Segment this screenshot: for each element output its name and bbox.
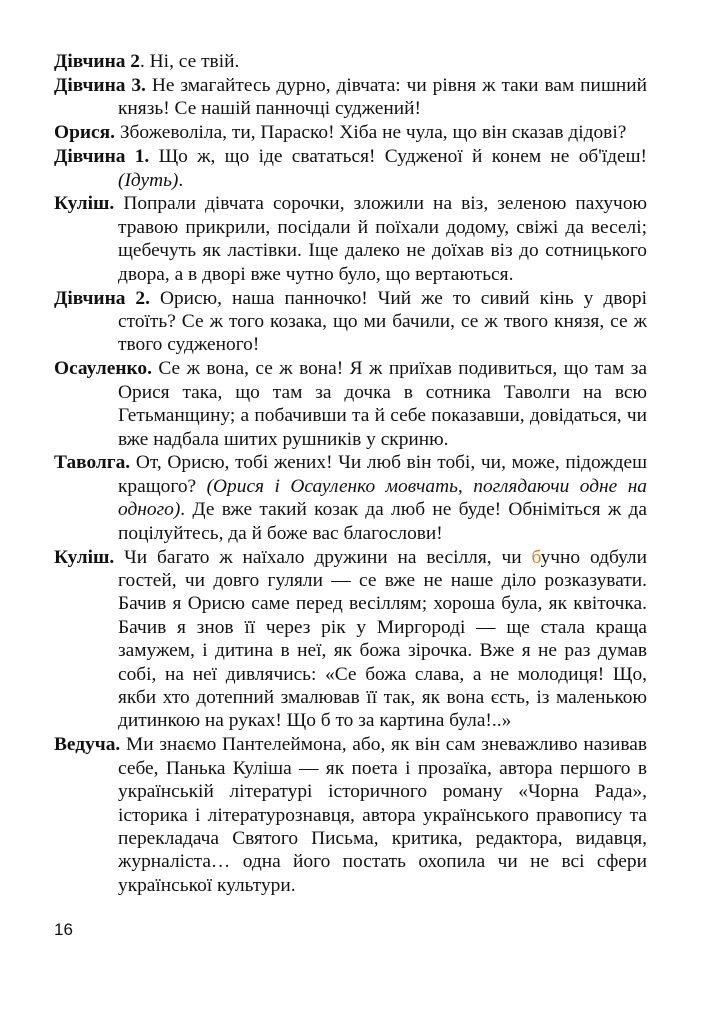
play-script — [54, 50, 647, 898]
speaker-name: Дівчина 2. — [54, 287, 150, 309]
speaker-name: Осауленко. — [54, 358, 152, 380]
dialogue-text: Чи багато ж наїхало дружини на весілля, чи — [114, 546, 532, 568]
dialogue-text: Орисю, наша панночко! Чий же то сивий кінь у дворі стоїть? Се ж того козака, що ми бачили, се ж твого князя, се ж твого судженого! — [118, 287, 648, 356]
dialogue-text: Попрали дівчата сорочки, зложили на віз, зеленою пахучою травою прикрили, посідали й поїхали додому, свіжі да веселі; щебечуть як ластівки. Іще далеко не доїхав віз до сотницького двора, а в дворі вже чутно було, що вертаються. — [114, 193, 647, 285]
highlighted-letter: б — [531, 546, 541, 568]
dialogue-entry — [54, 192, 647, 286]
speaker-name: Дівчина 2 — [54, 51, 140, 72]
dialogue-text: . Ні, се твій. — [139, 51, 240, 72]
dialogue-text: Що ж, що іде свататься! Судженої й конем не об'їдеш! — [149, 146, 647, 168]
dialogue-text: Ми знаємо Пантелеймона, або, як він сам зневажливо називав себе, Панька Куліша — як поета і прозаїка, автора першого в українській літературі історичного роману «Чорна Рада», історика і літературознавця, автора українського правопису та перекладача Святого Письма, критика, редактора, видавця, журналіста… одна його постать охопила чи не всі сфери української культури. — [118, 734, 647, 896]
dialogue-entry — [54, 121, 647, 144]
speaker-name: Таволга. — [54, 452, 131, 474]
dialogue-text: Не змагайтесь дурно, дівчата: чи рівня ж таки вам пишний князь! Се нашій панночці суджений! — [118, 74, 648, 120]
speaker-name: Дівчина 3. — [54, 74, 146, 96]
dialogue-text: Збожеволіла, ти, Параско! Хіба не чула, що він сказав дідові? — [114, 122, 627, 144]
stage-direction: (Ідуть) — [118, 169, 179, 191]
speaker-name: Дівчина 1. — [54, 146, 150, 168]
page-number: 16 — [54, 920, 73, 939]
speaker-name: Орися. — [54, 122, 115, 144]
speaker-name: Куліш. — [54, 193, 115, 215]
dialogue-entry — [54, 287, 647, 357]
dialogue-text: Се ж вона, се ж вона! Я ж приїхав подивиться, що там за Орися така, що там за дочка в сотника Таволги на всю Гетьманщину; а побачивши та й себе показавши, довідаться, чи вже надбала шитих рушників у скриню. — [118, 358, 647, 450]
dialogue-text: . — [178, 169, 184, 191]
speaker-name: Ведуча. — [54, 734, 121, 756]
dialogue-text: От, Орисю, тобі жених! Чи люб він тобі, чи, може, підождеш кращого? — [118, 452, 647, 497]
dialogue-entry — [54, 145, 647, 192]
stage-direction: (Орися і Осауленко мовчать, поглядаючи одне на одного) — [118, 475, 648, 521]
dialogue-entry — [54, 546, 647, 733]
dialogue-entry — [54, 50, 647, 73]
speaker-name: Куліш. — [54, 546, 115, 568]
dialogue-text: . Де вже такий козак да люб не буде! Обніміться ж да поцілуйтесь, да й боже вас благослови! — [118, 499, 647, 544]
dialogue-entry — [54, 451, 647, 545]
dialogue-text: учно одбули гостей, чи довго гуляли — се вже не наше діло розказувати. Бачив я Орисю саме перед весіллям; хороша була, як квіточка. Бачив я знов її через рік у Миргороді — ще стала краща замужем, і дитина в неї, як божа зірочка. Вже я не раз думав собі, на неї дивлячись: «Се божа слава, а не молодиця! Що, якби хто дотепний змалював її так, як вона єсть, із маленькою дитинкою на руках! Що б то за картина була!..» — [118, 546, 647, 732]
dialogue-entry — [54, 733, 647, 897]
dialogue-entry — [54, 357, 647, 451]
dialogue-entry — [54, 74, 647, 121]
